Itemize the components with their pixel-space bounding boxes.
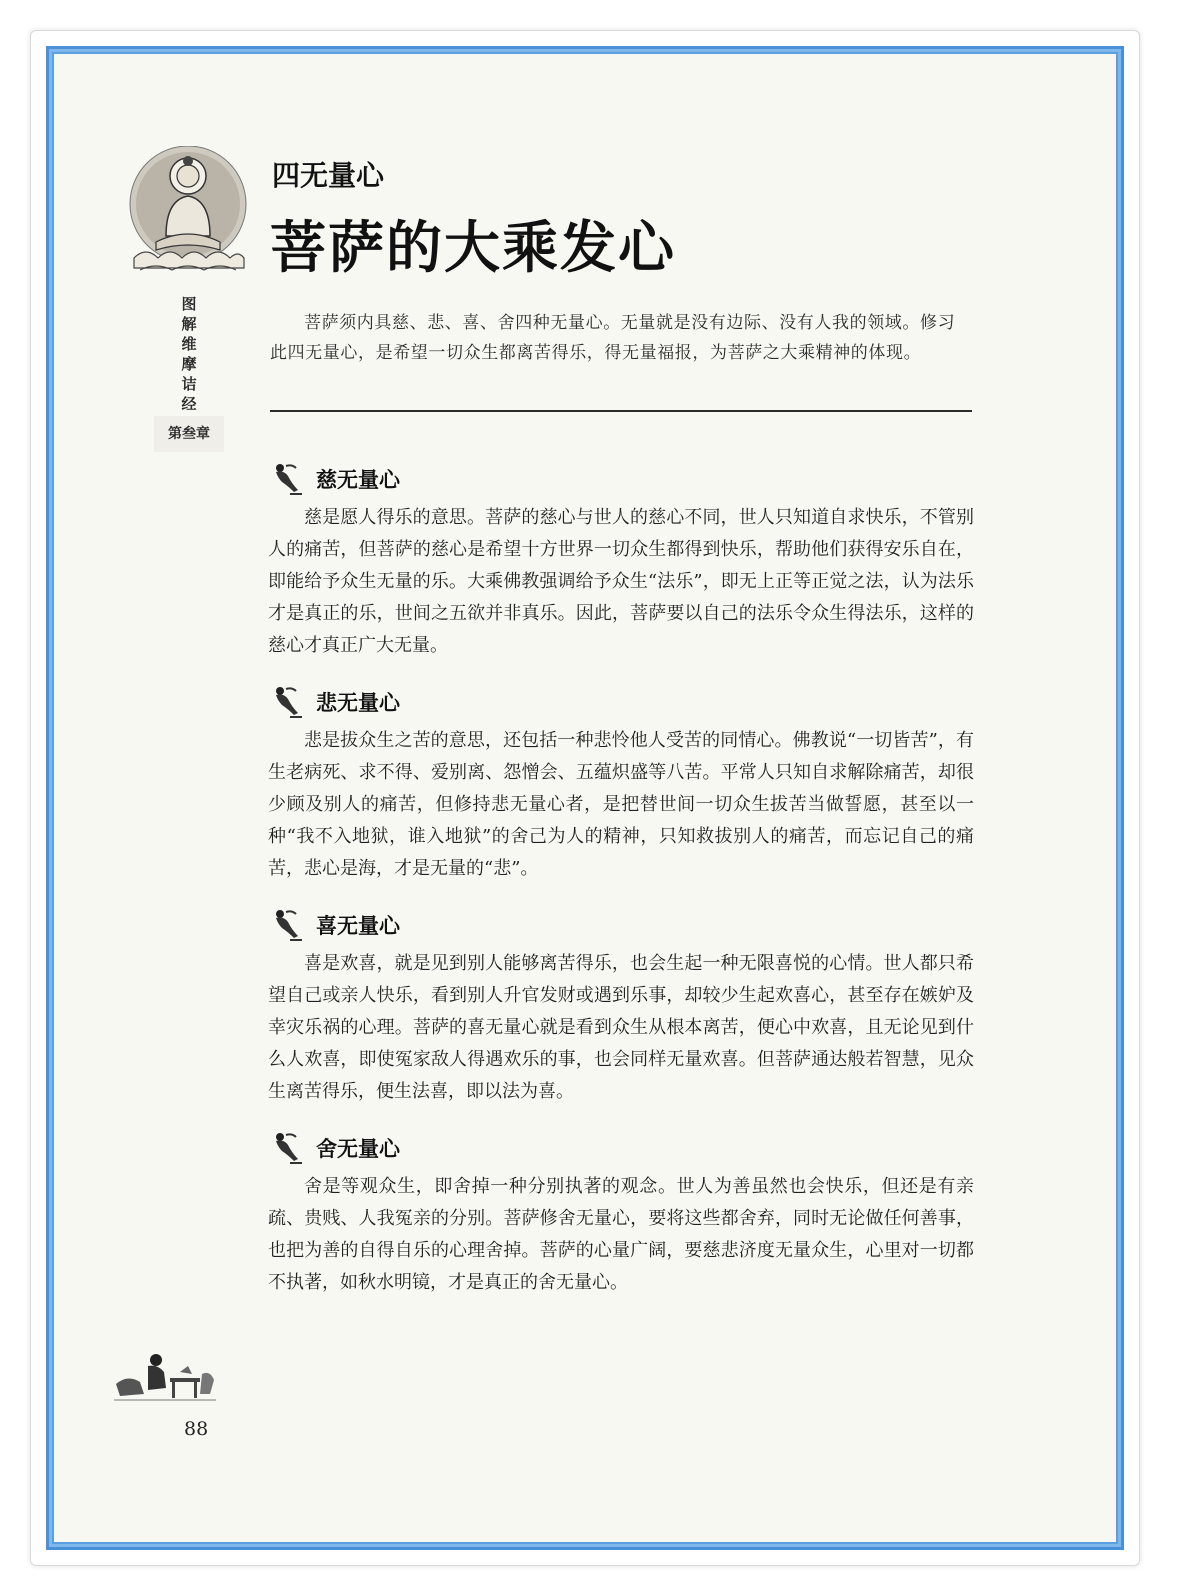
sage-figure-icon <box>270 683 304 719</box>
page-title: 菩萨的大乘发心 <box>270 215 676 281</box>
sage-figure-icon <box>270 906 304 942</box>
book-title-vertical <box>176 294 202 414</box>
sage-figure-icon <box>270 460 304 496</box>
book-title-char: 摩 <box>181 355 197 373</box>
book-title-char: 维 <box>181 335 197 353</box>
section-she <box>268 1127 974 1299</box>
buddha-medallion-icon <box>126 146 250 278</box>
section-body: 悲是拔众生之苦的意思，还包括一种悲怜他人受苦的同情心。佛教说“一切皆苦”，有生老病死、求不得、爱别离、怨憎会、五蕴炽盛等八苦。平常人只知自求解除痛苦，却很少顾及别人的痛苦，但修持悲无量心者，是把替世间一切众生拔苦当做誓愿，甚至以一种“我不入地狱，谁入地狱”的舍己为人的精神，只知救拔别人的痛苦，而忘记自己的痛苦，悲心是海，才是无量的“悲”。 <box>268 730 974 879</box>
section-xi <box>268 904 974 1108</box>
section-body: 喜是欢喜，就是见到别人能够离苦得乐，也会生起一种无限喜悦的心情。世人都只希望自己或亲人快乐，看到别人升官发财或遇到乐事，却较少生起欢喜心，甚至存在嫉妒及幸灾乐祸的心理。菩萨的喜无量心就是看到众生从根本离苦，便心中欢喜，且无论见到什么人欢喜，即使冤家敌人得遇欢乐的事，也会同样无量欢喜。但菩萨通达般若智慧，见众生离苦得乐，便生法喜，即以法为喜。 <box>268 953 974 1102</box>
book-title-char: 解 <box>181 315 197 333</box>
section-ci <box>268 458 974 662</box>
section-bei <box>268 681 974 885</box>
section-body: 舍是等观众生，即舍掉一种分别执著的观念。世人为善虽然也会快乐，但还是有亲疏、贵贱、人我冤亲的分别。菩萨修舍无量心，要将这些都舍弃，同时无论做任何善事，也把为善的自得自乐的心理舍掉。菩萨的心量广阔，要慈悲济度无量众生，心里对一切都不执著，如秋水明镜，才是真正的舍无量心。 <box>268 1176 974 1293</box>
book-title-char: 诘 <box>181 375 197 393</box>
section-title: 舍无量心 <box>316 1137 400 1161</box>
page-number: 88 <box>184 1418 209 1440</box>
intro-paragraph: 菩萨须内具慈、悲、喜、舍四种无量心。无量就是没有边际、没有人我的领域。修习此四无量心，是希望一切众生都离苦得乐，得无量福报，为菩萨之大乘精神的体现。 <box>270 313 956 363</box>
book-title-char: 经 <box>181 395 197 413</box>
chapter-label: 第叁章 <box>154 416 224 452</box>
section-title: 喜无量心 <box>316 914 400 938</box>
section-subtitle: 四无量心 <box>272 159 385 192</box>
section-title: 悲无量心 <box>316 691 400 715</box>
section-title: 慈无量心 <box>316 468 400 492</box>
divider <box>270 410 972 412</box>
book-page <box>54 54 1116 1542</box>
sage-figure-icon <box>270 1129 304 1165</box>
section-body: 慈是愿人得乐的意思。菩萨的慈心与世人的慈心不同，世人只知道自求快乐，不管别人的痛苦，但菩萨的慈心是希望十方世界一切众生都得到快乐，帮助他们获得安乐自在，即能给予众生无量的乐。大乘佛教强调给予众生“法乐”，即无上正等正觉之法，认为法乐才是真正的乐，世间之五欲并非真乐。因此，菩萨要以自己的法乐令众生得法乐，这样的慈心才真正广大无量。 <box>268 507 974 656</box>
book-title-char: 图 <box>181 295 197 313</box>
scholar-figure-icon <box>114 1344 216 1404</box>
